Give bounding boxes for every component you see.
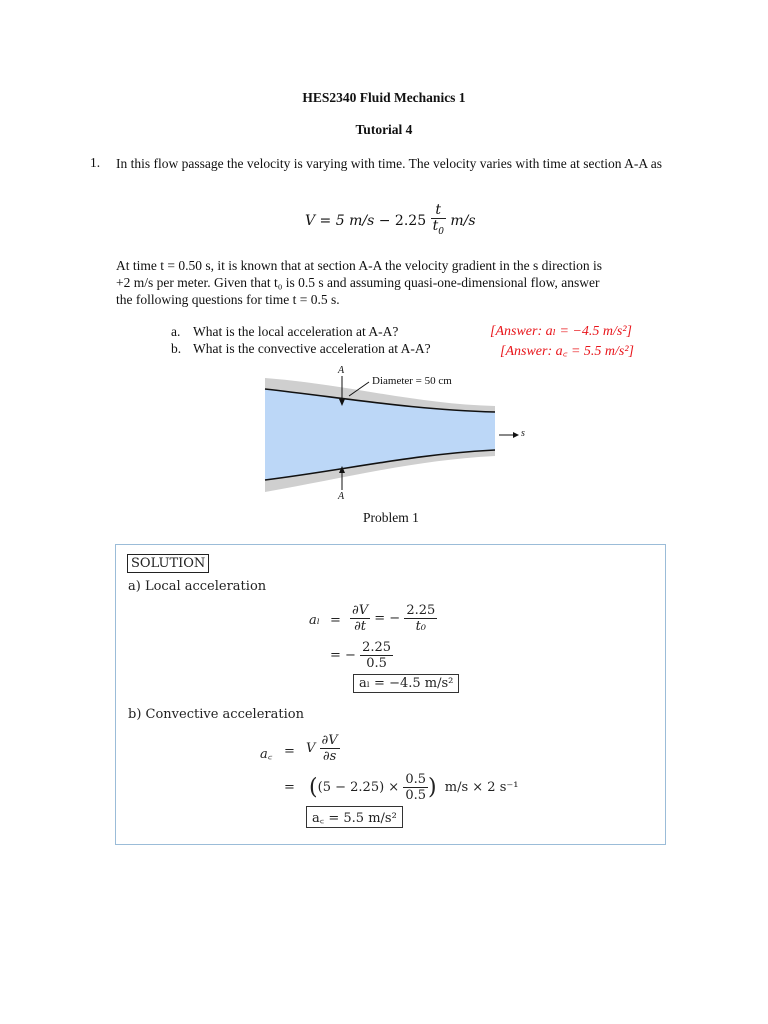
figure-caption: Problem 1 <box>363 510 419 525</box>
eq-minus: − 2.25 <box>378 213 427 230</box>
sol-b-line2: = ((5 − 2.25) × $\frac{0.5}{0.5}$ ) m/s × 2 s⁻¹ <box>284 772 519 803</box>
eq-units: m/s <box>450 213 476 230</box>
eq-frac-den: $t_0$ <box>432 218 444 237</box>
solution-title: SOLUTION <box>127 554 209 573</box>
eq-lhs: V = 5 <box>305 213 345 230</box>
velocity-equation <box>305 203 476 240</box>
label-a-top: A <box>338 365 345 376</box>
sol-a-result: aₗ = −4.5 m/s² <box>353 674 459 693</box>
question-body-line3: the following questions for time t = 0.5 s. <box>116 292 340 307</box>
part-a-text: What is the local acceleration at A-A? <box>193 324 399 339</box>
part-a-label: a. <box>171 324 181 339</box>
solution-part-a-heading: a) Local acceleration <box>128 579 267 594</box>
sol-b-line1: V $\frac{\partial V}{\partial s}$ <box>306 733 338 764</box>
sol-a-eq: = <box>330 613 341 628</box>
course-title: HES2340 Fluid Mechanics 1 <box>302 90 466 105</box>
s-label: s <box>521 428 525 439</box>
sol-b-result: a꜀ = 5.5 m/s² <box>306 806 403 828</box>
sol-b-lhs: a꜀ <box>260 747 273 762</box>
sol-a-lhs: aₗ <box>309 613 320 628</box>
question-body-line2: +2 m/s per meter. Given that t₀ is 0.5 s and assuming quasi-one-dimensional flow, answer <box>116 275 600 290</box>
sol-a-line1: $\frac{\partial V}{\partial t}$ = − $\frac{2.25}{\text{t₀}}$ <box>352 603 436 634</box>
question-number: 1. <box>90 155 101 170</box>
s-arrow-head <box>513 432 519 438</box>
question-intro: In this flow passage the velocity is varying with time. The velocity varies with time at section A-A as <box>116 156 663 171</box>
part-a-answer: [Answer: aₗ = −4.5 m/s²] <box>490 324 632 339</box>
sol-b-eq: = <box>284 744 295 759</box>
solution-part-b-heading: b) Convective acceleration <box>128 707 304 722</box>
tutorial-title: Tutorial 4 <box>355 122 413 137</box>
eq-ms: m/s <box>349 213 375 230</box>
eq-frac-num: t <box>431 203 446 219</box>
eq-fraction <box>431 203 446 240</box>
part-b-label: b. <box>171 341 182 356</box>
part-b-text: What is the convective acceleration at A-A? <box>193 341 431 356</box>
part-b-answer: [Answer: a꜀ = 5.5 m/s²] <box>500 344 634 359</box>
sol-a-line2: = − $\frac{2.25}{0.5}$ <box>330 640 392 671</box>
question-body-line1: At time t = 0.50 s, it is known that at section A-A the velocity gradient in the s direction is <box>116 258 603 273</box>
diameter-label: Diameter = 50 cm <box>372 375 452 387</box>
label-a-bottom: A <box>338 491 345 502</box>
